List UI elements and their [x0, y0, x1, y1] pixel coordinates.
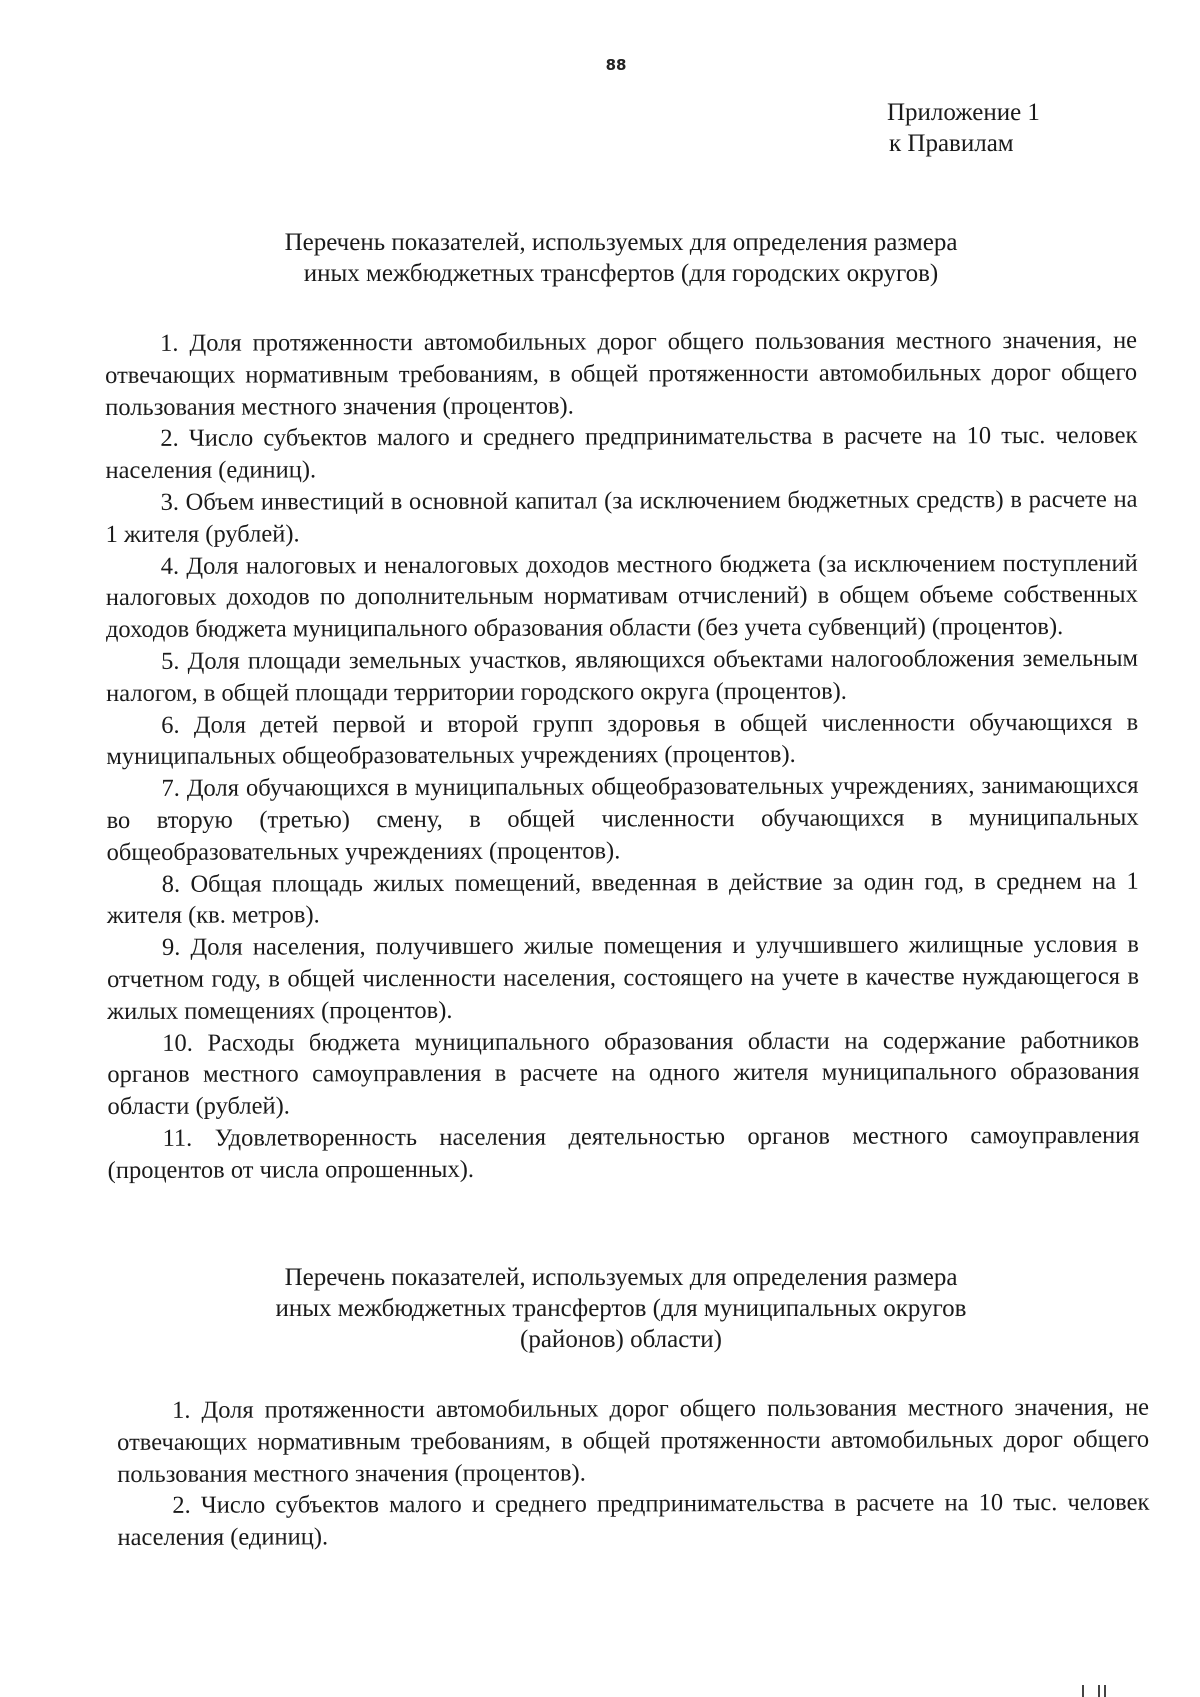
- appendix-line-2: к Правилам: [889, 130, 1014, 157]
- scan-mark: [1082, 1685, 1084, 1697]
- list-item: 11. Удовлетворенность населения деятельностью органов местного самоуправления (процентов от числа опрошенных).: [107, 1121, 1140, 1184]
- scan-mark: [1098, 1685, 1100, 1697]
- section-1-title-line: иных межбюджетных трансфертов (для городских округов): [303, 260, 939, 287]
- list-item: 8. Общая площадь жилых помещений, введенная в действие за один год, в среднем на 1 жителя (кв. метров).: [106, 867, 1139, 930]
- list-item: 10. Расходы бюджета муниципального образования области на содержание работников органов местного самоуправления в расчете на одного жителя муниципального образования области (рублей).: [107, 1026, 1140, 1121]
- list-item: 2. Число субъектов малого и среднего предпринимательства в расчете на 10 тыс. человек населения (единиц).: [117, 1489, 1150, 1552]
- section-1-indicator-list: [105, 325, 1140, 1187]
- section-2-title: [0, 1262, 1200, 1355]
- section-2-title-line: Перечень показателей, используемых для определения размера: [284, 1264, 958, 1291]
- list-item: 5. Доля площади земельных участков, являющихся объектами налогообложения земельным налогом, в общей площади территории городского округа (процентов).: [106, 644, 1139, 707]
- list-item: 7. Доля обучающихся в муниципальных общеобразовательных учреждениях, занимающихся во вторую (третью) смену, в общей численности обучающихся в муниципальных общеобразовательных учреждениях (процентов).: [106, 771, 1139, 866]
- list-item: 9. Доля населения, получившего жилые помещения и улучшившего жилищные условия в отчетном году, в общей численности населения, состоящего на учете в качестве нуждающегося в жилых помещениях (процентов).: [107, 930, 1140, 1025]
- section-2-indicator-list: [117, 1392, 1149, 1554]
- section-2-title-line: (районов) области): [520, 1326, 722, 1353]
- section-1-title: [0, 227, 1200, 289]
- list-item: 2. Число субъектов малого и среднего предпринимательства в расчете на 10 тыс. человек населения (единиц).: [105, 422, 1138, 485]
- list-item: 1. Доля протяженности автомобильных дорог общего пользования местного значения, не отвечающих нормативным требованиям, в общей протяженности автомобильных дорог общего пользования местного значения (процентов).: [117, 1393, 1150, 1488]
- list-item: 4. Доля налоговых и неналоговых доходов местного бюджета (за исключением поступлений налоговых доходов по дополнительным нормативам отчислений) в общем объеме собственных доходов бюджета муниципального образования области (без учета субвенций) (процентов).: [105, 549, 1138, 644]
- section-1-title-line: Перечень показателей, используемых для определения размера: [284, 229, 958, 256]
- appendix-line-1: Приложение 1: [887, 99, 1040, 126]
- list-item: 1. Доля протяженности автомобильных дорог общего пользования местного значения, не отвечающих нормативным требованиям, в общей протяженности автомобильных дорог общего пользования местного значения (процентов).: [105, 326, 1138, 421]
- section-2-title-line: иных межбюджетных трансфертов (для муниципальных округов: [275, 1295, 967, 1322]
- scan-edge-marks: [1080, 1683, 1110, 1697]
- list-item: 6. Доля детей первой и второй групп здоровья в общей численности обучающихся в муниципальных общеобразовательных учреждениях (процентов).: [106, 708, 1139, 771]
- page-number: 88: [605, 56, 627, 74]
- list-item: 3. Объем инвестиций в основной капитал (за исключением бюджетных средств) в расчете на 1 жителя (рублей).: [105, 485, 1138, 548]
- appendix-reference: [887, 97, 1040, 159]
- scan-mark: [1104, 1685, 1106, 1697]
